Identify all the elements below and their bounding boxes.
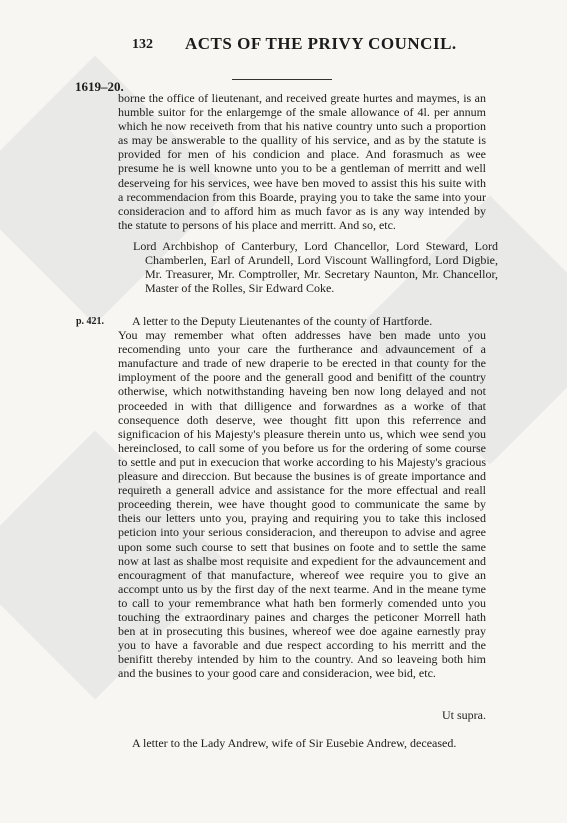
paragraph-petition-continued: borne the office of lieutenant, and received greate hurtes and maymes, is an humble suitor for the enlargemge of the smale allowance of 4l. per annum which he now receiveth from that his native country unto such a proportion as may be answerable to the quallity of his service, and as by the statute is provided for men of his condicion and place. And forasmuch as wee presume he is well knowne unto you to be a gentleman of merritt and well deserveing for his services, wee have ben moved to assist this his suite with a recommendacion from this Boarde, praying you to take the same into your consideracion and to afford him as much favor as is any way intended by the statute to persons of his place and merritt. And so, etc. [118,91,486,232]
letter-hartforde-heading: A letter to the Deputy Lieutenantes of the county of Hartforde. [132,314,433,328]
letter-hartforde [118,314,486,680]
signatories-list: Lord Archbishop of Canterbury, Lord Chancellor, Lord Steward, Lord Chamberlen, Earl of Arundell, Lord Viscount Wallingford, Lord Digbie, Mr. Treasurer, Mr. Comptroller, Mr. Secretary Naunton, Mr. Chancellor, Master of the Rolles, Sir Edward Coke. [133,239,498,296]
margin-date: 1619–20. [75,79,124,94]
closing-ut-supra: Ut supra. [442,708,486,722]
running-head: ACTS OF THE PRIVY COUNCIL. [185,34,457,53]
page-number: 132 [132,37,153,52]
letter-lady-andrew: A letter to the Lady Andrew, wife of Sir Eusebie Andrew, deceased. [132,736,457,750]
margin-page-reference: p. 421. [76,316,105,327]
letter-hartforde-body: You may remember what often addresses have ben made unto you recomending unto your care the furtherance and advauncement of a manufacture and trade of new draperie to be erected in that county for the imployment of the poore and the generall good and benifitt of the country otherwise, which notwithstanding haveing ben now long delayed and not proceeded in with that dilligence and forwardnes as a worke of that consequence doth deserve, wee thought fitt upon this referrence and significacion of his Majesty's pleasure therein unto us, which wee send you hereinclosed, to call some of you before us for the ordering of some course to settle and put in execucion that worke according to his Majesty's gracious pleasure and direccion. But because the busines is of greate importance and requireth a generall advice and assistance for the more effectual and reall proceeding therein, wee have thought good to communicate the same by theis our letters unto you, praying and requiring you to take this inclosed peticion into your serious consideracion, and thereupon to advise and agree upon some such course to sett that busines on foote and to settle the same now at last as shalbe most requisite and expedient for the advauncement and encouragment of that manufacture, whereof wee require you to give an accompt unto us by the first day of the next tearme. And in the meane tyme to call to your remembrance what hath ben formerly comended unto you touching the extraordinary paines and charges the peticoner Morrell hath ben at in prosecuting this busines, whereof wee doe againe earnestly pray you to have a favorable and due respect according to his merritt and the benifitt thereby intended by him to the country. And so leaveing both him and the busines to your good care and consideracion, wee bid, etc. [118,328,486,681]
header-rule [232,79,332,80]
